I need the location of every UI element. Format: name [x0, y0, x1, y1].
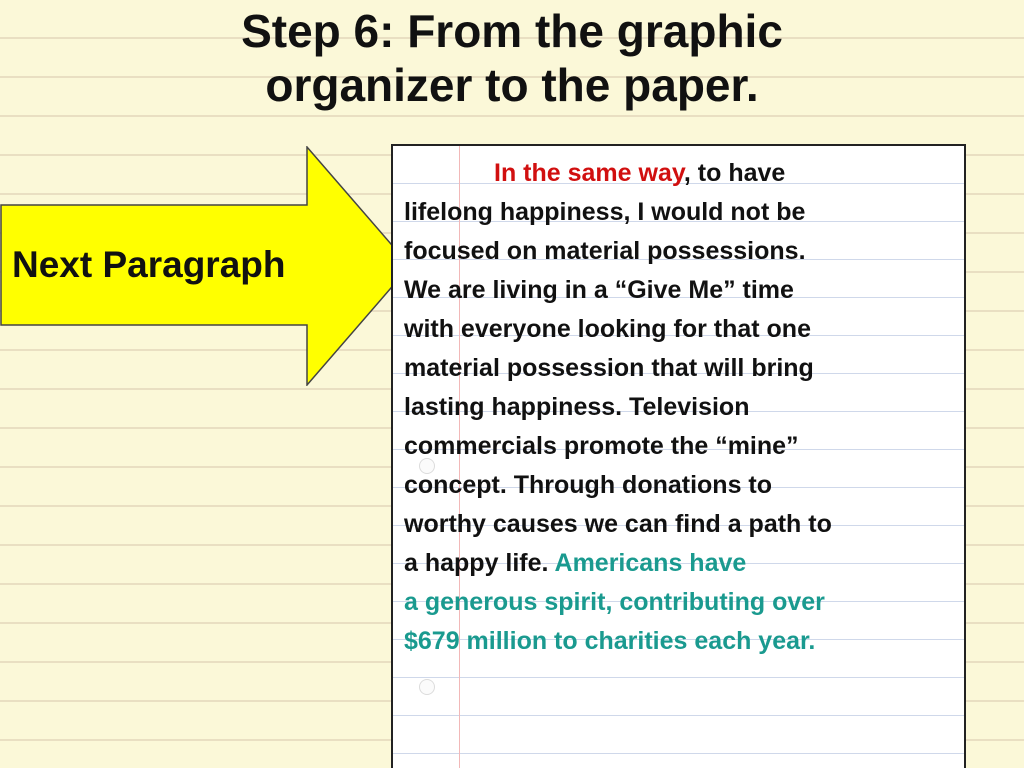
arrow-label: Next Paragraph [12, 244, 286, 285]
paragraph-text [404, 154, 964, 661]
paragraph-line: In the same way, to have [494, 159, 786, 187]
paper-hole [419, 679, 435, 695]
supporting-fact: Americans have [554, 549, 747, 577]
notebook-paper [391, 144, 966, 768]
paragraph-line: lasting happiness. Television [404, 393, 750, 421]
paragraph-line: We are living in a “Give Me” time [404, 276, 794, 304]
slide-title [0, 4, 1024, 112]
paragraph-line: lifelong happiness, I would not be [404, 198, 806, 226]
title-line-2: organizer to the paper. [265, 59, 759, 111]
paragraph-line: commercials promote the “mine” [404, 432, 799, 460]
paragraph-line: with everyone looking for that one [404, 315, 811, 343]
paragraph-line: a happy life. Americans have [404, 549, 747, 577]
title-line-1: Step 6: From the graphic [241, 5, 783, 57]
paragraph-line: concept. Through donations to [404, 471, 773, 499]
paragraph-line: material possession that will bring [404, 354, 814, 382]
paragraph-line: worthy causes we can find a path to [404, 510, 832, 538]
paragraph-line: focused on material possessions. [404, 237, 806, 265]
supporting-fact-line: $679 million to charities each year. [404, 627, 816, 655]
transition-phrase: In the same way [494, 159, 684, 187]
supporting-fact-line: a generous spirit, contributing over [404, 588, 825, 616]
